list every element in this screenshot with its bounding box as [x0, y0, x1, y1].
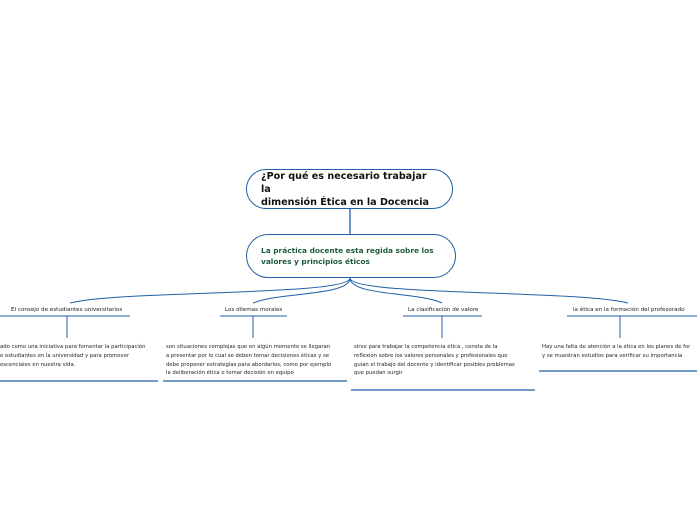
branch-4-label: la ética en la formación del profesorado — [573, 307, 685, 313]
branch-2-topic[interactable] — [219, 306, 288, 314]
branch-1-topic[interactable] — [5, 306, 128, 314]
branch-3-desc-line: que puedan surgir — [354, 370, 403, 377]
branch-3-description[interactable] — [354, 343, 534, 378]
branch-1-desc-line: ado como una iniciativa para fomentar la participación — [0, 344, 146, 350]
central-idea-line-2: valores y principios éticos — [261, 257, 370, 266]
central-idea-line-1: La práctica docente esta regida sobre los — [261, 246, 434, 255]
branch-2-label: Los dilemas morales — [225, 307, 283, 313]
center-to-branch-1-link — [70, 278, 350, 303]
branch-1-description[interactable] — [0, 343, 158, 369]
branch-2-desc-line: debe proponer estrategias para abordarlos, como por ejemplo — [166, 361, 332, 368]
root-topic-text — [261, 170, 438, 209]
branch-4-desc-line: y se muestran estudios para verificar su importancia — [542, 352, 683, 359]
branch-4-desc-line: Hay una falta de atención a la ética en los planes de for — [542, 344, 691, 350]
branch-1-desc-line: escenciales en nuestra vida. — [0, 361, 76, 368]
branch-4-description[interactable] — [542, 343, 697, 361]
branch-1-desc-line: e estudiantes en la universidad y para promover — [0, 352, 130, 359]
branch-2-desc-line: son situaciones complejas que en algún momento se llegaran — [166, 344, 331, 350]
branch-2-desc-line: a presentar por lo cual se deben tomar decisiones éticas y se — [166, 352, 330, 359]
branch-3-desc-line: sirve para trabajar la competencia ética , consta de la — [354, 344, 498, 350]
branch-2-desc-line: la deliberación ética o tomar decisión en equipo — [166, 370, 294, 377]
branch-2-description[interactable] — [166, 343, 346, 378]
branch-3-desc-line: guian el trabajo del docente y identificar posibles problemas — [354, 361, 515, 368]
root-topic-line-1: ¿Por qué es necesario trabajar la — [261, 170, 427, 195]
central-idea-text — [261, 245, 434, 267]
central-idea-node[interactable] — [246, 234, 456, 278]
root-topic-line-2: dimensión Ética en la Docencia — [261, 196, 429, 208]
branch-3-topic[interactable] — [402, 306, 484, 314]
center-to-branch-4-link — [350, 278, 628, 303]
branch-3-label: La clasificación de valore — [408, 307, 479, 313]
branch-3-desc-line: reflexión sobre los valores personales y profesionales que — [354, 352, 508, 359]
root-topic-node[interactable] — [246, 169, 453, 209]
branch-4-topic[interactable] — [567, 306, 691, 314]
branch-1-label: El consejo de estudiantes universitarios — [11, 307, 123, 313]
